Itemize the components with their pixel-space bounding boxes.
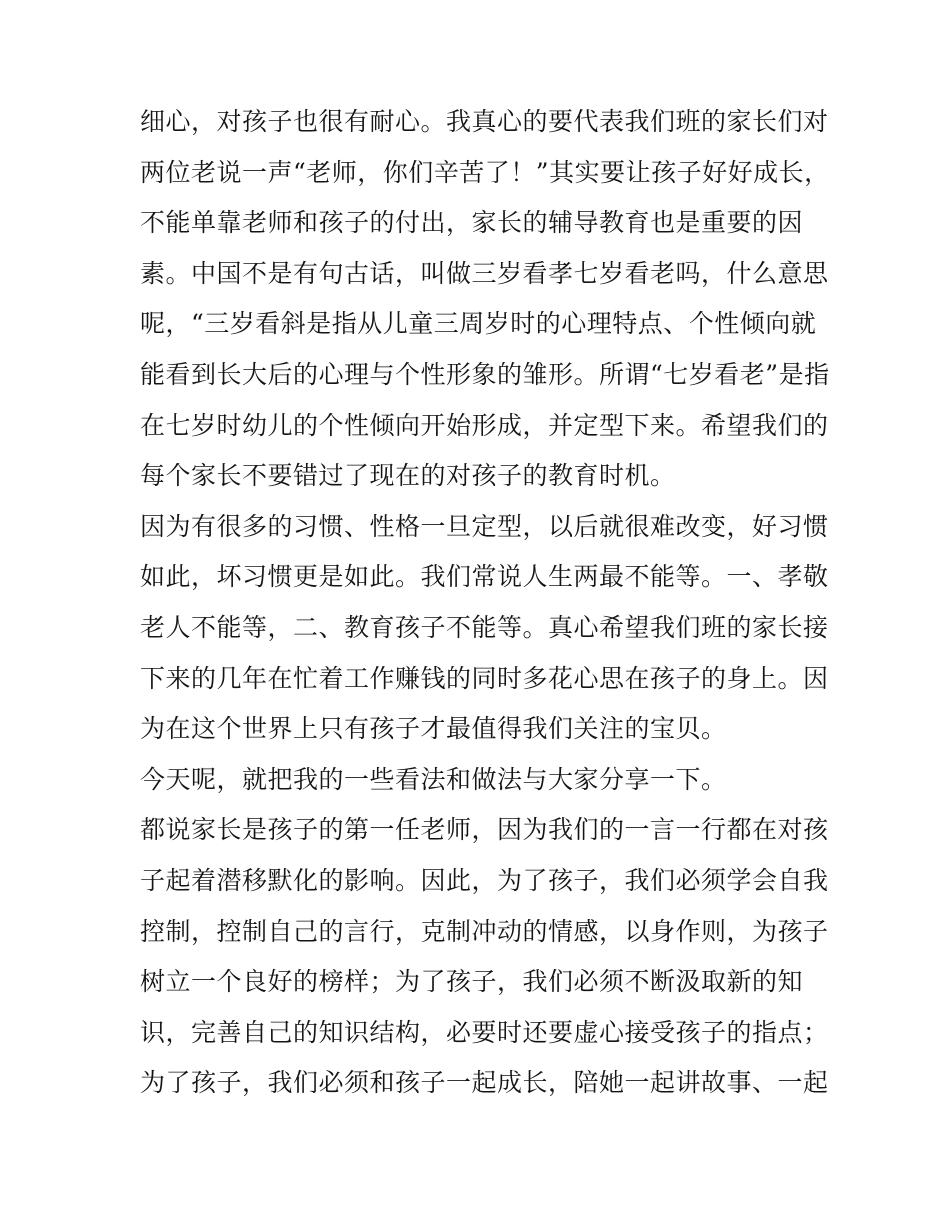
- text-line-8: 每个家长不要错过了现在的对孩子的教育时机。: [140, 461, 676, 491]
- text-line-9: 因为有很多的习惯、性格一旦定型，以后就很难改变，好习惯: [140, 511, 829, 541]
- text-line-2: 两位老说一声“老师，你们辛苦了！”其实要让孩子好好成长，: [140, 157, 830, 187]
- text-line-16: 子起着潜移默化的影响。因此，为了孩子，我们必须学会自我: [140, 865, 829, 895]
- text-line-10: 如此，坏习惯更是如此。我们常说人生两最不能等。一、孝敬: [140, 562, 829, 592]
- text-line-14: 今天呢，就把我的一些看法和做法与大家分享一下。: [140, 764, 727, 794]
- text-line-6: 能看到长大后的心理与个性形象的雏形。所谓“七岁看老”是指: [140, 359, 830, 389]
- text-line-4: 素。中国不是有句古话，叫做三岁看孝七岁看老吗，什么意思: [140, 258, 829, 288]
- text-line-12: 下来的几年在忙着工作赚钱的同时多花心思在孩子的身上。因: [140, 663, 829, 693]
- text-line-17: 控制，控制自己的言行，克制冲动的情感，以身作则，为孩子: [140, 916, 829, 946]
- text-line-11: 老人不能等，二、教育孩子不能等。真心希望我们班的家长接: [140, 612, 829, 642]
- text-line-19: 识，完善自己的知识结构，必要时还要虚心接受孩子的指点；: [140, 1017, 829, 1047]
- text-line-5: 呢，“三岁看斜是指从儿童三周岁时的心理特点、个性倾向就: [140, 309, 817, 339]
- body-text: [140, 97, 830, 1109]
- text-line-1: 细心，对孩子也很有耐心。我真心的要代表我们班的家长们对: [140, 107, 829, 136]
- text-line-3: 不能单靠老师和孩子的付出，家长的辅导教育也是重要的因: [140, 208, 804, 238]
- text-line-15: 都说家长是孩子的第一任老师，因为我们的一言一行都在对孩: [140, 815, 829, 845]
- text-line-18: 树立一个良好的榜样；为了孩子，我们必须不断汲取新的知: [140, 967, 804, 997]
- text-line-7: 在七岁时幼儿的个性倾向开始形成，并定型下来。希望我们的: [140, 410, 829, 440]
- text-line-13: 为在这个世界上只有孩子才最值得我们关注的宝贝。: [140, 714, 727, 744]
- text-line-20: 为了孩子，我们必须和孩子一起成长，陪她一起讲故事、一起: [140, 1068, 829, 1098]
